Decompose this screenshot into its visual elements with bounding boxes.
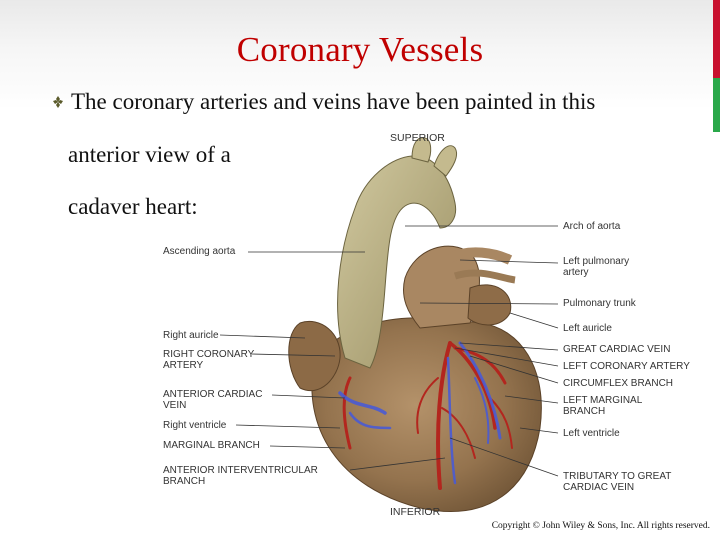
label-pulmonary-trunk: Pulmonary trunk [563, 298, 636, 309]
label-circumflex-branch: CIRCUMFLEX BRANCH [563, 378, 674, 389]
label-tributary-to-great-cardiac-vein: TRIBUTARY TO GREAT CARDIAC VEIN [563, 471, 672, 493]
label-great-cardiac-vein: GREAT CARDIAC VEIN [563, 344, 671, 355]
orientation-superior-label: SUPERIOR [390, 132, 445, 144]
heart-illustration [150, 128, 720, 520]
label-left-ventricle: Left ventricle [563, 428, 620, 439]
copyright-notice: Copyright © John Wiley & Sons, Inc. All rights reserved. [491, 521, 710, 531]
label-left-auricle: Left auricle [563, 323, 612, 334]
label-right-auricle: Right auricle [163, 330, 219, 341]
label-right-coronary-artery: RIGHT CORONARY ARTERY [163, 349, 255, 371]
heart-drawing [150, 128, 720, 520]
label-arch-of-aorta: Arch of aorta [563, 221, 621, 232]
label-anterior-cardiac-vein: ANTERIOR CARDIAC VEIN [163, 389, 263, 411]
label-anterior-interventricular-branch: ANTERIOR INTERVENTRICULAR BRANCH [163, 465, 318, 487]
orientation-inferior-label: INFERIOR [390, 506, 441, 518]
slide-title: Coronary Vessels [236, 30, 484, 69]
label-left-marginal-branch: LEFT MARGINAL BRANCH [563, 395, 643, 417]
label-right-ventricle: Right ventricle [163, 420, 227, 431]
label-marginal-branch: MARGINAL BRANCH [163, 440, 260, 451]
bullet-diamond-icon [51, 95, 65, 109]
label-left-pulmonary-artery: Left pulmonary artery [563, 256, 630, 278]
bullet-line-3: cadaver heart: [68, 194, 198, 219]
label-ascending-aorta: Ascending aorta [163, 246, 236, 257]
bullet-line-1: The coronary arteries and veins have been painted in this [71, 89, 596, 114]
label-left-coronary-artery: LEFT CORONARY ARTERY [563, 361, 690, 372]
bullet-line-2: anterior view of a [68, 142, 231, 167]
edge-accent-green [713, 78, 720, 132]
